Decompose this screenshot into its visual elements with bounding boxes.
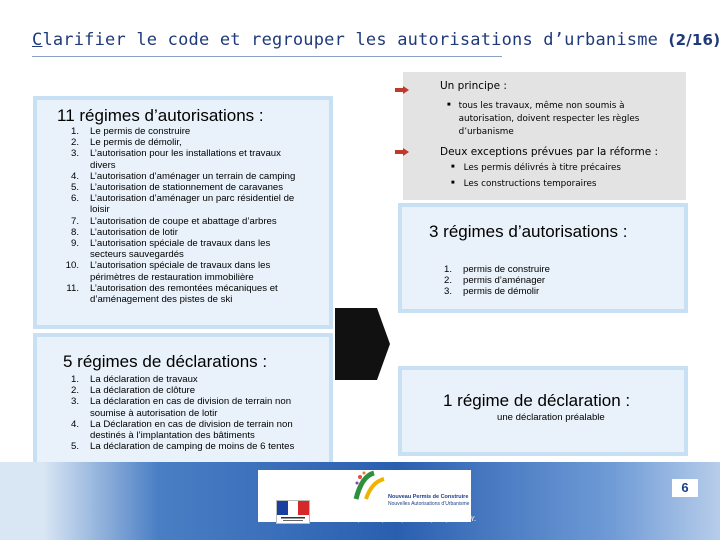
list-item <box>59 137 309 148</box>
list-item <box>59 126 309 137</box>
old-declarations-box <box>33 333 333 470</box>
list-item-text: L’autorisation de lotir <box>90 226 178 238</box>
new-declaration-subtitle: une déclaration préalable <box>497 412 605 423</box>
exception-item-text: Les constructions temporaires <box>463 179 597 189</box>
old-declarations-heading: 5 régimes de déclarations : <box>63 352 268 371</box>
list-item <box>59 238 309 260</box>
list-item-text: permis de démolir <box>463 286 540 298</box>
list-item <box>59 441 309 452</box>
list-item <box>432 286 632 297</box>
list-item <box>59 227 309 238</box>
new-authorizations-list <box>432 264 632 298</box>
list-item <box>59 396 309 418</box>
old-authorizations-heading: 11 régimes d’autorisations : <box>57 106 264 125</box>
new-declaration-heading: 1 régime de déclaration : <box>443 391 631 410</box>
list-item-text: permis d’aménager <box>463 275 546 287</box>
list-item <box>59 260 309 282</box>
new-authorizations-heading: 3 régimes d’autorisations : <box>429 222 628 241</box>
list-item-number: 11. <box>66 282 79 294</box>
list-item-number: 9. <box>70 238 79 250</box>
title-underline <box>32 56 502 57</box>
list-item <box>59 182 309 193</box>
list-item <box>59 148 309 170</box>
list-item <box>59 374 309 385</box>
list-item-text: Le permis de construire <box>90 126 191 137</box>
list-item-text: L’autorisation des remontées mécaniques et d’aménagement des pistes de ski <box>90 282 278 306</box>
marianne-icon <box>276 500 310 524</box>
square-bullet-icon: ■ <box>451 180 455 186</box>
list-item-text: La Déclaration en cas de division de terrain non destinés à l’implantation des bâtiments <box>90 418 293 442</box>
list-item-text: L’autorisation spéciale de travaux dans les périmètres de restauration immobilière <box>90 260 271 283</box>
big-right-arrow-icon <box>335 308 390 380</box>
principle-bullet <box>447 100 662 139</box>
logo-icon <box>352 469 386 503</box>
page-number: 6 <box>672 479 698 497</box>
list-item-text: L’autorisation spéciale de travaux dans les secteurs sauvegardés <box>90 238 271 261</box>
list-item-text: La déclaration de clôture <box>90 385 196 397</box>
old-declarations-list <box>59 374 309 452</box>
arrow-bullet-icon <box>395 86 409 94</box>
list-item-number: 4. <box>70 418 79 430</box>
title-text: larifier le code et regrouper les autorisations d’urbanisme <box>42 30 659 50</box>
arrow-bullet-icon <box>395 148 409 156</box>
list-item-text: permis de construire <box>463 264 550 275</box>
list-item-text: Le permis de démolir, <box>90 137 182 149</box>
list-item <box>59 216 309 227</box>
square-bullet-icon: ■ <box>451 164 455 170</box>
list-item-number: 7. <box>70 215 79 227</box>
list-item-number: 1. <box>70 126 79 137</box>
new-authorizations-box <box>398 203 688 313</box>
logo-title: Nouveau Permis de Construire <box>388 494 469 500</box>
list-item-text: L’autorisation de stationnement de caravanes <box>90 182 284 194</box>
list-item <box>59 385 309 396</box>
list-item <box>432 264 632 275</box>
list-item-text: L’autorisation d’aménager un parc résidentiel de loisir <box>90 193 295 216</box>
principle-box <box>403 72 686 200</box>
footer-slogan: Plus clair, plus rapide, plus simple, plus sûr. <box>322 514 477 523</box>
old-authorizations-list <box>59 126 309 305</box>
exception-item <box>451 178 597 191</box>
list-item-text: L’autorisation de coupe et abattage d’arbres <box>90 215 277 227</box>
list-item-number: 2. <box>70 137 79 149</box>
list-item-number: 3. <box>70 148 79 160</box>
old-authorizations-box <box>33 96 333 329</box>
principle-heading: Un principe : <box>440 80 507 92</box>
list-item-number: 5. <box>70 182 79 194</box>
title-page-counter: (2/16) <box>668 31 720 49</box>
list-item-number: 3. <box>443 286 452 298</box>
list-item-text: La déclaration de travaux <box>90 374 198 385</box>
principle-bullet-text: tous les travaux, même non soumis à autorisation, doivent respecter les règles d’urbanisme <box>458 101 640 137</box>
exceptions-heading: Deux exceptions prévues par la réforme : <box>440 146 659 158</box>
list-item-number: 1. <box>70 374 79 385</box>
list-item-number: 6. <box>70 193 79 205</box>
list-item <box>59 193 309 215</box>
list-item <box>432 275 632 286</box>
square-bullet-icon: ■ <box>447 102 451 108</box>
exception-item <box>451 162 621 175</box>
list-item-text: L’autorisation pour les installations et travaux divers <box>90 148 281 171</box>
list-item-number: 8. <box>70 226 79 238</box>
list-item-text: La déclaration de camping de moins de 6 tentes <box>90 441 295 453</box>
list-item-text: L’autorisation d’aménager un terrain de camping <box>90 170 296 182</box>
exception-item-text: Les permis délivrés à titre précaires <box>463 163 621 173</box>
list-item-number: 4. <box>70 170 79 182</box>
list-item <box>59 171 309 182</box>
list-item-number: 1. <box>443 264 452 275</box>
title-first-letter: C <box>32 30 43 50</box>
list-item <box>59 419 309 441</box>
list-item-text: La déclaration en cas de division de terrain non soumise à autorisation de lotir <box>90 396 292 419</box>
list-item <box>59 283 309 305</box>
list-item-number: 2. <box>70 385 79 397</box>
list-item-number: 10. <box>65 260 79 272</box>
list-item-number: 2. <box>443 275 452 287</box>
new-declaration-box <box>398 366 688 456</box>
list-item-number: 3. <box>70 396 79 408</box>
list-item-number: 5. <box>70 441 79 453</box>
slide-title <box>32 30 720 50</box>
logo-subtitle: Nouvelles Autorisations d’Urbanisme <box>388 501 470 507</box>
